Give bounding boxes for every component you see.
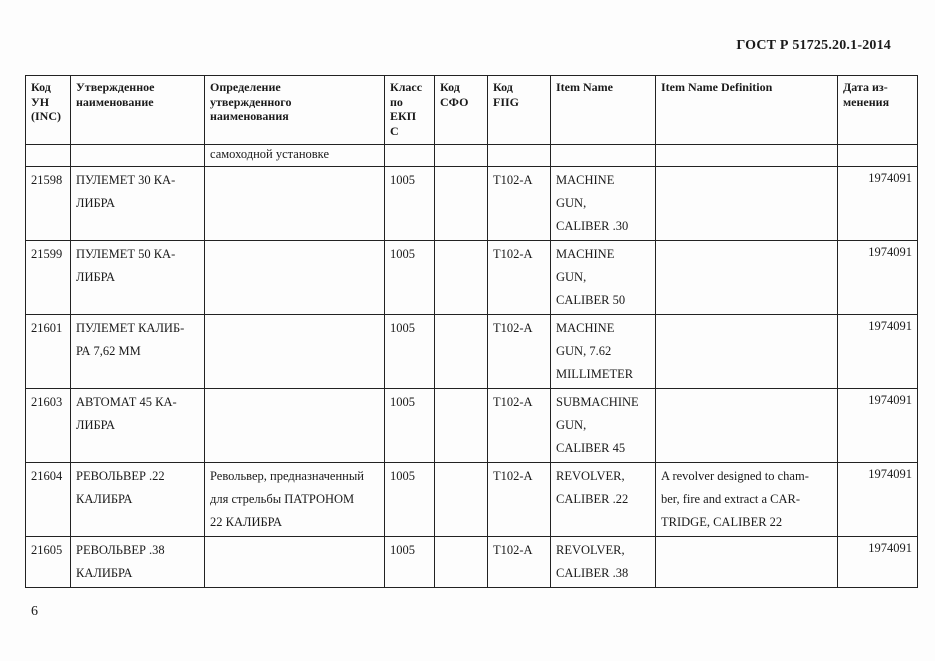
approved-name-cell: РЕВОЛЬВЕР .22 КАЛИБРА <box>71 463 205 537</box>
definition-cell <box>205 389 385 463</box>
item-definition-cell <box>656 315 838 389</box>
col-header-item-definition: Item Name Definition <box>656 76 838 145</box>
approved-name-cell: ПУЛЕМЕТ КАЛИБ- РА 7,62 ММ <box>71 315 205 389</box>
definition-cell <box>205 167 385 241</box>
sfo-cell <box>435 241 488 315</box>
sfo-cell <box>435 463 488 537</box>
approved-name-cell: РЕВОЛЬВЕР .38 КАЛИБРА <box>71 537 205 588</box>
fiig-cell: T102-A <box>488 389 551 463</box>
item-definition-cell <box>656 167 838 241</box>
table-cell <box>838 145 918 167</box>
table-cell: самоходной установке <box>205 145 385 167</box>
document-code-header: ГОСТ Р 51725.20.1-2014 <box>736 38 891 53</box>
item-name-cell: REVOLVER, CALIBER .38 <box>551 537 656 588</box>
class-cell: 1005 <box>385 315 435 389</box>
item-definition-cell <box>656 389 838 463</box>
sfo-cell <box>435 315 488 389</box>
table-cell <box>71 145 205 167</box>
class-cell: 1005 <box>385 463 435 537</box>
sfo-cell <box>435 167 488 241</box>
fiig-cell: T102-A <box>488 463 551 537</box>
item-name-cell: SUBMACHINE GUN, CALIBER 45 <box>551 389 656 463</box>
item-definition-cell <box>656 241 838 315</box>
col-header-approved-name: Утвержденное наименование <box>71 76 205 145</box>
inc-cell: 21605 <box>26 537 71 588</box>
fiig-cell: T102-A <box>488 315 551 389</box>
approved-name-cell: АВТОМАТ 45 КА- ЛИБРА <box>71 389 205 463</box>
approved-name-cell: ПУЛЕМЕТ 30 КА- ЛИБРА <box>71 167 205 241</box>
inc-cell: 21604 <box>26 463 71 537</box>
change-date-cell: 1974091 <box>838 167 918 241</box>
table-cell <box>488 145 551 167</box>
inc-cell: 21598 <box>26 167 71 241</box>
fiig-cell: T102-A <box>488 537 551 588</box>
table-cell <box>385 145 435 167</box>
col-header-class: Класс по ЕКП С <box>385 76 435 145</box>
table-cell <box>26 145 71 167</box>
continuation-row <box>26 145 918 167</box>
change-date-cell: 1974091 <box>838 389 918 463</box>
table-row <box>26 463 918 537</box>
definition-cell: Револьвер, предназначенный для стрельбы ПАТРОНОМ 22 КАЛИБРА <box>205 463 385 537</box>
definition-cell <box>205 537 385 588</box>
item-definition-cell <box>656 537 838 588</box>
table-row <box>26 537 918 588</box>
col-header-change-date: Дата из- менения <box>838 76 918 145</box>
change-date-cell: 1974091 <box>838 241 918 315</box>
table-row <box>26 315 918 389</box>
table-row <box>26 167 918 241</box>
definition-cell <box>205 315 385 389</box>
approved-name-cell: ПУЛЕМЕТ 50 КА- ЛИБРА <box>71 241 205 315</box>
item-name-cell: MACHINE GUN, CALIBER .30 <box>551 167 656 241</box>
sfo-cell <box>435 537 488 588</box>
definition-cell <box>205 241 385 315</box>
table-cell <box>551 145 656 167</box>
col-header-definition: Определение утвержденного наименования <box>205 76 385 145</box>
change-date-cell: 1974091 <box>838 463 918 537</box>
item-definition-cell: A revolver designed to cham- ber, fire and extract a CAR- TRIDGE, CALIBER 22 <box>656 463 838 537</box>
class-cell: 1005 <box>385 389 435 463</box>
class-cell: 1005 <box>385 241 435 315</box>
inc-cell: 21599 <box>26 241 71 315</box>
col-header-item-name: Item Name <box>551 76 656 145</box>
table-cell <box>656 145 838 167</box>
inc-cell: 21601 <box>26 315 71 389</box>
item-name-cell: REVOLVER, CALIBER .22 <box>551 463 656 537</box>
change-date-cell: 1974091 <box>838 537 918 588</box>
table-row <box>26 241 918 315</box>
col-header-sfo: Код СФО <box>435 76 488 145</box>
sfo-cell <box>435 389 488 463</box>
fiig-cell: T102-A <box>488 167 551 241</box>
class-cell: 1005 <box>385 167 435 241</box>
col-header-fiig: Код FIIG <box>488 76 551 145</box>
table-row <box>26 389 918 463</box>
item-name-registry-table <box>25 75 918 588</box>
change-date-cell: 1974091 <box>838 315 918 389</box>
table-cell <box>435 145 488 167</box>
class-cell: 1005 <box>385 537 435 588</box>
table-header-row <box>26 76 918 145</box>
item-name-cell: MACHINE GUN, 7.62 MILLIMETER <box>551 315 656 389</box>
fiig-cell: T102-A <box>488 241 551 315</box>
item-name-cell: MACHINE GUN, CALIBER 50 <box>551 241 656 315</box>
col-header-inc: Код УН (INC) <box>26 76 71 145</box>
page-number: 6 <box>31 604 38 619</box>
inc-cell: 21603 <box>26 389 71 463</box>
